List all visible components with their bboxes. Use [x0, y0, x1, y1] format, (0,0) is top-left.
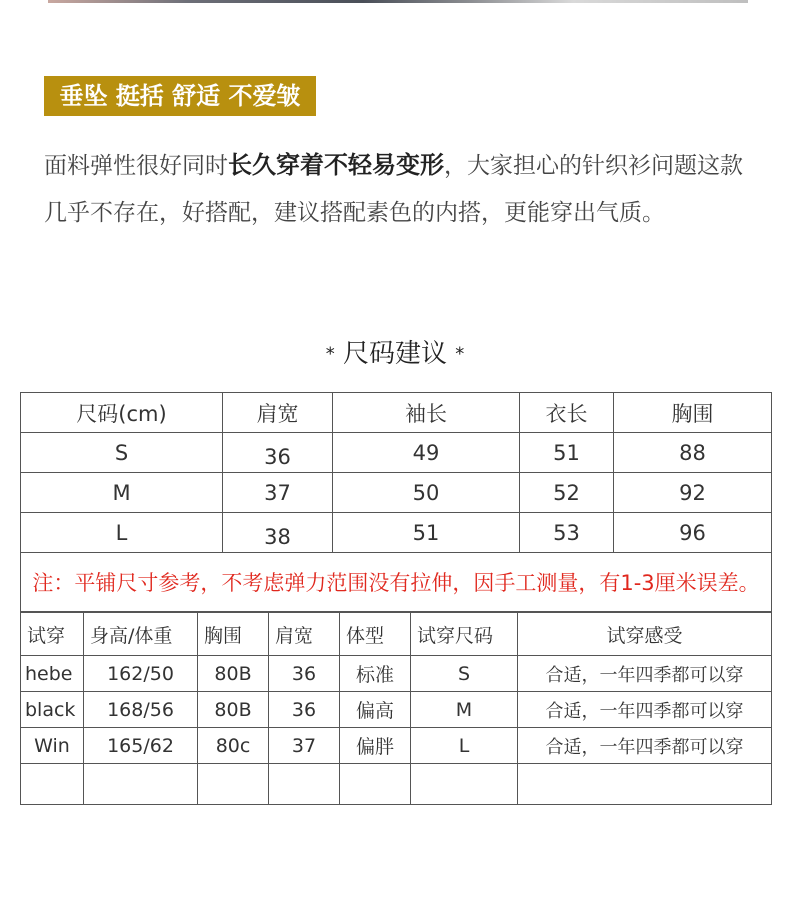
size-header-cell: 衣长 [520, 393, 614, 433]
try-header-cell: 试穿尺码 [411, 613, 518, 656]
empty-cell [269, 764, 340, 805]
try-cell: 偏高 [340, 692, 411, 728]
size-cell [223, 433, 333, 473]
try-header-cell: 试穿感受 [518, 613, 772, 656]
try-cell: 偏胖 [340, 728, 411, 764]
size-header-cell: 肩宽 [223, 393, 333, 433]
size-cell: 88 [614, 433, 772, 473]
size-cell: S [21, 433, 223, 473]
try-cell: 36 [269, 656, 340, 692]
try-feedback: 合适，一年四季都可以穿 [518, 728, 772, 764]
try-header-cell: 试穿 [21, 613, 84, 656]
try-cell: 162/50 [84, 656, 198, 692]
try-on-table [20, 612, 772, 805]
empty-cell [411, 764, 518, 805]
size-cell: L [21, 513, 223, 553]
try-cell: 80B [198, 656, 269, 692]
size-header-cell: 尺码(cm) [21, 393, 223, 433]
empty-cell [340, 764, 411, 805]
empty-cell [84, 764, 198, 805]
empty-cell [198, 764, 269, 805]
size-cell [223, 513, 333, 553]
size-section-title [0, 334, 790, 375]
try-cell: 36 [269, 692, 340, 728]
try-cell: 168/56 [84, 692, 198, 728]
size-cell: 50 [333, 473, 520, 513]
size-row [21, 473, 772, 513]
try-header-cell: 肩宽 [269, 613, 340, 656]
size-table [20, 392, 772, 612]
try-row [21, 656, 772, 692]
try-table-header [21, 613, 772, 656]
model-name: black [21, 692, 84, 728]
try-header-cell: 身高/体重 [84, 613, 198, 656]
try-cell: 80c [198, 728, 269, 764]
size-header-cell: 袖长 [333, 393, 520, 433]
empty-cell [21, 764, 84, 805]
size-cell: 37 [223, 473, 333, 513]
model-name: hebe [21, 656, 84, 692]
size-cell: 51 [520, 433, 614, 473]
try-empty-row [21, 764, 772, 805]
size-cell: 92 [614, 473, 772, 513]
try-cell: S [411, 656, 518, 692]
size-row [21, 513, 772, 553]
try-cell: M [411, 692, 518, 728]
size-note-row [21, 553, 772, 612]
size-value: 36 [264, 444, 291, 469]
try-row [21, 728, 772, 764]
size-cell: 51 [333, 513, 520, 553]
try-header-cell: 体型 [340, 613, 411, 656]
description-highlight: 长久穿着不轻易变形 [228, 151, 444, 179]
size-table-header [21, 393, 772, 433]
size-cell: 96 [614, 513, 772, 553]
measurement-note: 注：平铺尺寸参考，不考虑弹力范围没有拉伸，因手工测量，有1-3厘米误差。 [21, 553, 772, 612]
size-cell: 53 [520, 513, 614, 553]
empty-cell [518, 764, 772, 805]
size-row [21, 433, 772, 473]
try-cell: 165/62 [84, 728, 198, 764]
try-header-cell: 胸围 [198, 613, 269, 656]
size-section-title-text: 尺码建议 [342, 339, 447, 369]
size-cell: 52 [520, 473, 614, 513]
description-text-2: ，大家担心的针织衫问题这款几乎不存在，好搭配，建议搭配素色的内搭，更能穿出气质。 [44, 153, 743, 226]
fabric-description [44, 142, 764, 237]
model-name: Win [21, 728, 84, 764]
size-cell: 49 [333, 433, 520, 473]
try-row [21, 692, 772, 728]
description-text-1: 面料弹性很好同时 [44, 153, 228, 179]
try-cell: L [411, 728, 518, 764]
try-feedback: 合适，一年四季都可以穿 [518, 692, 772, 728]
product-image-strip [48, 0, 748, 3]
try-cell: 80B [198, 692, 269, 728]
star-icon: * [325, 343, 335, 365]
try-cell: 37 [269, 728, 340, 764]
size-header-cell: 胸围 [614, 393, 772, 433]
size-value: 38 [264, 524, 291, 549]
try-feedback: 合适，一年四季都可以穿 [518, 656, 772, 692]
try-cell: 标准 [340, 656, 411, 692]
feature-tagline: 垂坠 挺括 舒适 不爱皱 [44, 76, 316, 116]
star-icon: * [455, 343, 465, 365]
size-cell: M [21, 473, 223, 513]
